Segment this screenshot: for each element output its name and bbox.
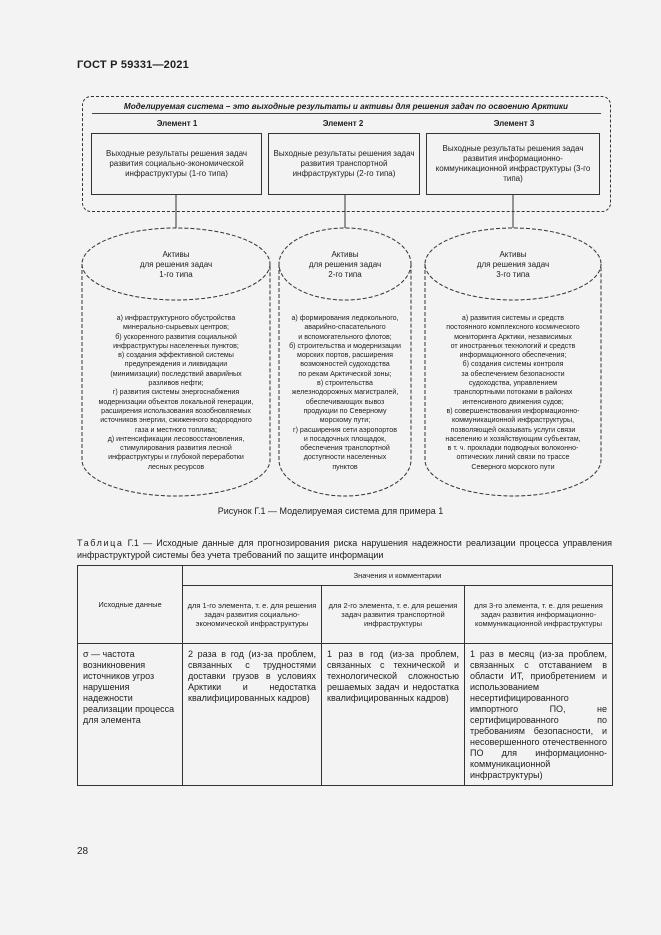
header-element-1: для 1-го элемента, т. е. для решения задач развития социально-экономической инфраструктуры (183, 586, 322, 644)
row-value-element-3: 1 раз в месяц (из-за проблем, связанных с отставанием в области ИТ, приобретением и использованием несертифицированного импортного ПО, не сертифицированного по требованиям безопасности, и несовершенного отечественного ПО для информационно-коммуникационной инфраструктуры) (465, 644, 613, 786)
asset-1-heading: Активы для решения задач 1-го типа (139, 250, 213, 279)
header-element-2: для 2-го элемента, т. е. для решения задач развития транспортной инфраструктуры (322, 586, 465, 644)
table-caption-label: Таблица (77, 538, 124, 548)
header-values: Значения и комментарии (183, 566, 613, 586)
row-source-cell: σ — частота возникновения источников угроз нарушения надежности реализации процесса для элемента (78, 644, 183, 786)
row-value-element-1: 2 раза в год (из-за проблем, связанных с трудностями доставки грузов в условиях Арктики и недостатка квалифицированных кадров) (183, 644, 322, 786)
element-2-label: Элемент 2 (322, 119, 364, 128)
header-element-3: для 3-го элемента, т. е. для решения задач развития информационно-коммуникационной инфраструктуры (465, 586, 613, 644)
page-number: 28 (77, 846, 89, 857)
element-3-label: Элемент 3 (493, 119, 535, 128)
standard-header: ГОСТ Р 59331—2021 (77, 59, 189, 71)
asset-3-list: а) развития системы и средств постоянного комплексного космического мониторинга Арктики, независимых от иностранных технологий и средств информационного обеспечения; б) создания системы контроля за обеспечением безопасности судоходства, управлением транспортными потоками в районах интенсивного движения судов; в) совершенствования информационно- коммуникационной инфраструктуры, позволяющей оказывать услуги связи населению и хозяйствующим субъектам, в т. ч. прокладки подводных волоконно- оптических линий связи по трассе Северного морского пути (445, 314, 581, 471)
element-1-label: Элемент 1 (156, 119, 198, 128)
element-1-text: Выходные результаты решения задач развития социально-экономической инфраструктуры (1-го типа) (105, 149, 248, 178)
element-2-text: Выходные результаты решения задач развития транспортной инфраструктуры (2-го типа) (273, 149, 415, 178)
system-title: Моделируемая система – это выходные результаты и активы для решения задач по освоению Арктики (123, 102, 569, 111)
asset-3-heading: Активы для решения задач 3-го типа (476, 250, 550, 279)
table-caption (77, 537, 612, 561)
asset-2-heading: Активы для решения задач 2-го типа (308, 250, 382, 279)
row-value-element-2: 1 раз в год (из-за проблем, связанных с технической и технологической сложностью решаемых задач и недостатка квалифицированных кадров) (322, 644, 465, 786)
source-data-table (77, 565, 613, 786)
table-caption-text: Г.1 — Исходные данные для прогнозирования риска нарушения надежности реализации процесса управления инфраструктурой системы без учета требований по защите информации (77, 538, 612, 560)
asset-1-list: а) инфраструктурного обустройства минерально-сырьевых центров; б) ускоренного развития социальной инфраструктуры населенных пунктов; в) создания эффективной системы предупреждения и ликвидации (минимизации) последствий аварийных разливов нефти; г) развития системы энергоснабжения модернизации объектов локальной генерации, расширения использования возобновляемых источников энергии, сжиженного водородного газа и местного топлива; д) интенсификации лесовосстановления, стимулирования развития лесной инфраструктуры и глубокой переработки лесных ресурсов (98, 314, 254, 471)
figure-caption: Рисунок Г.1 — Моделируемая система для примера 1 (217, 506, 444, 516)
table-row (78, 644, 613, 786)
element-3-text: Выходные результаты решения задач развития информационно-коммуникационной инфраструктуры (3-го типа) (435, 144, 591, 183)
asset-2-list: а) формирования ледокольного, аварийно-спасательного и вспомогательного флотов; б) строительства и модернизации морских портов, расширения возможностей судоходства по рекам Арктической зоны; в) строительства железнодорожных магистралей, обеспечивающих вывоз продукции по Северному морскому пути; г) расширения сети аэропортов и посадочных площадок, обеспечения транспортной доступности населенных пунктов (289, 314, 401, 471)
header-source-data: Исходные данные (78, 566, 183, 644)
